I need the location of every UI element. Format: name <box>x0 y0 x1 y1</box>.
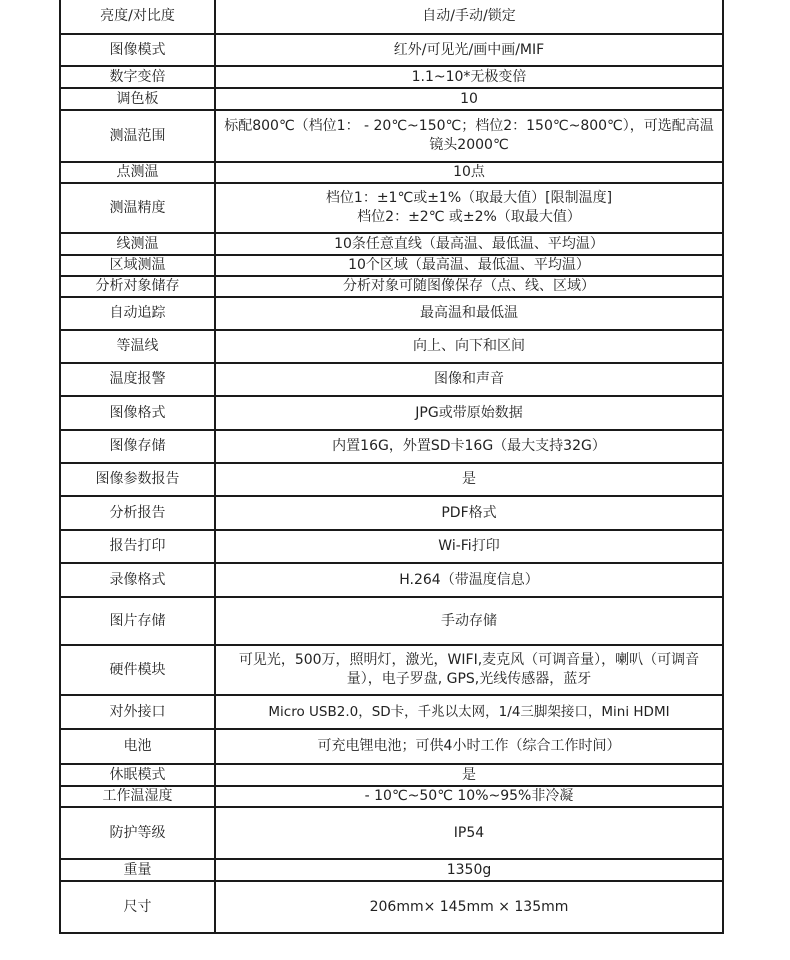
spec-table <box>59 0 724 934</box>
table-row <box>60 786 723 807</box>
table-row <box>60 183 723 233</box>
row-label: 对外接口 <box>60 695 215 729</box>
row-value: 1350g <box>215 859 723 881</box>
row-value: 10条任意直线（最高温、最低温、平均温） <box>215 233 723 255</box>
table-row <box>60 162 723 183</box>
row-label: 图像格式 <box>60 396 215 430</box>
table-row <box>60 0 723 34</box>
table-row <box>60 233 723 255</box>
row-value: IP54 <box>215 807 723 859</box>
row-value: JPG或带原始数据 <box>215 396 723 430</box>
row-label: 防护等级 <box>60 807 215 859</box>
table-row <box>60 430 723 463</box>
table-row <box>60 859 723 881</box>
row-label: 图像存储 <box>60 430 215 463</box>
row-label: 图像参数报告 <box>60 463 215 496</box>
row-value: 10点 <box>215 162 723 183</box>
row-value: 自动/手动/锁定 <box>215 0 723 34</box>
row-value: 手动存储 <box>215 597 723 645</box>
table-row <box>60 110 723 162</box>
row-value: 档位1：±1℃或±1%（取最大值）[限制温度] 档位2：±2℃ 或±2%（取最大值） <box>215 183 723 233</box>
row-value: 206mm× 145mm × 135mm <box>215 881 723 933</box>
row-label: 等温线 <box>60 330 215 363</box>
row-label: 测温精度 <box>60 183 215 233</box>
row-label: 工作温湿度 <box>60 786 215 807</box>
row-value: 向上、向下和区间 <box>215 330 723 363</box>
row-value: 图像和声音 <box>215 363 723 396</box>
table-row <box>60 66 723 88</box>
table-row <box>60 530 723 563</box>
row-value: 10个区域（最高温、最低温、平均温） <box>215 255 723 276</box>
row-value: 10 <box>215 88 723 110</box>
row-value: 1.1~10*无极变倍 <box>215 66 723 88</box>
row-label: 电池 <box>60 729 215 764</box>
row-label: 点测温 <box>60 162 215 183</box>
row-value: 内置16G，外置SD卡16G（最大支持32G） <box>215 430 723 463</box>
table-row <box>60 88 723 110</box>
row-label: 休眠模式 <box>60 764 215 786</box>
table-row <box>60 255 723 276</box>
row-label: 硬件模块 <box>60 645 215 695</box>
table-row <box>60 34 723 66</box>
row-value: Wi-Fi打印 <box>215 530 723 563</box>
row-label: 尺寸 <box>60 881 215 933</box>
table-row <box>60 764 723 786</box>
row-label: 自动追踪 <box>60 297 215 330</box>
table-row <box>60 363 723 396</box>
row-value: 是 <box>215 463 723 496</box>
table-row <box>60 645 723 695</box>
table-row <box>60 597 723 645</box>
row-label: 测温范围 <box>60 110 215 162</box>
row-label: 分析报告 <box>60 496 215 530</box>
table-row <box>60 276 723 297</box>
row-value: Micro USB2.0，SD卡，千兆以太网，1/4三脚架接口，Mini HDMI <box>215 695 723 729</box>
row-label: 录像格式 <box>60 563 215 597</box>
row-label: 区域测温 <box>60 255 215 276</box>
row-label: 分析对象储存 <box>60 276 215 297</box>
row-value: 最高温和最低温 <box>215 297 723 330</box>
table-row <box>60 396 723 430</box>
row-value: H.264（带温度信息） <box>215 563 723 597</box>
row-value: 红外/可见光/画中画/MIF <box>215 34 723 66</box>
table-row <box>60 330 723 363</box>
row-label: 图片存储 <box>60 597 215 645</box>
row-label: 图像模式 <box>60 34 215 66</box>
row-label: 调色板 <box>60 88 215 110</box>
table-row <box>60 463 723 496</box>
row-value: 可充电锂电池；可供4小时工作（综合工作时间） <box>215 729 723 764</box>
row-label: 报告打印 <box>60 530 215 563</box>
row-value: 分析对象可随图像保存（点、线、区域） <box>215 276 723 297</box>
table-row <box>60 695 723 729</box>
row-label: 温度报警 <box>60 363 215 396</box>
table-row <box>60 563 723 597</box>
row-label: 亮度/对比度 <box>60 0 215 34</box>
row-label: 重量 <box>60 859 215 881</box>
table-row <box>60 729 723 764</box>
table-row <box>60 496 723 530</box>
row-value: PDF格式 <box>215 496 723 530</box>
row-label: 线测温 <box>60 233 215 255</box>
table-row <box>60 881 723 933</box>
row-label: 数字变倍 <box>60 66 215 88</box>
table-row <box>60 807 723 859</box>
row-value: 标配800℃（档位1： - 20℃~150℃；档位2：150℃~800℃），可选配高温镜头2000℃ <box>215 110 723 162</box>
row-value: 是 <box>215 764 723 786</box>
row-value: - 10℃~50℃ 10%~95%非冷凝 <box>215 786 723 807</box>
row-value: 可见光，500万，照明灯，激光，WIFI,麦克风（可调音量），喇叭（可调音量），电子罗盘, GPS,光线传感器，蓝牙 <box>215 645 723 695</box>
table-row <box>60 297 723 330</box>
